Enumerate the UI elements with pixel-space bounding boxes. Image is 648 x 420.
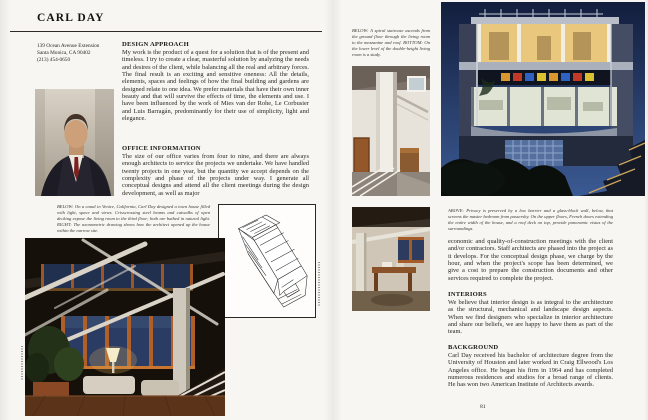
address-line-1: 139 Ocean Avenue Extension [37, 43, 100, 49]
address-line-2: Santa Monica, CA 90402 [37, 50, 91, 56]
drawing-credit-vertical [318, 262, 320, 306]
living-room-interior-photo [25, 238, 225, 416]
interiors-paragraph: We believe that interior design is as integral to the architecture as the structural, mechanical and landscape design aspects. When we find designers who specialize in interior architecture and share our beliefs, we are happy to have them as part of the team. [448, 299, 613, 336]
continuation-paragraph: economic and quality-of-construction meetings with the client and/or contractors. Staff architects are phased into the project as it develops. For the conceptual design phase, we charge by the hour, and when the project's scope has been determined, we give a cost to prepare the construction documents and other services required to complete the project. [448, 238, 613, 282]
house-exterior-dusk-photo [441, 2, 645, 196]
left-photo-caption: BELOW: On a canal in Venice, California, Carl Day designed a town house filled with light, space and views. Crisscrossing steel beams and catwalks of open decking expose the living room to the third floor; both are bathed in natural light. RIGHT: The axonometric drawing shows how the architect opened up the house within the narrow site. [57, 204, 210, 234]
photo-credit-vertical [21, 346, 23, 380]
spiral-staircase-photo [352, 66, 430, 196]
page-number: 81 [480, 404, 486, 410]
page-gutter [324, 0, 342, 420]
right-mid-caption: ABOVE: Privacy is preserved by a low barrier and a glass-block wall, below, that screens the master bedroom from passersby. On the upper floors, French doors extending the entire width of the house, and a roof deck on top, provide panoramic vistas of the surroundings. [448, 208, 613, 232]
background-heading: BACKGROUND [448, 344, 499, 351]
page-edge-left [0, 0, 10, 420]
address-block [37, 43, 99, 64]
address-line-3: (213) 454-0650 [37, 57, 71, 63]
office-information-heading: OFFICE INFORMATION [122, 145, 201, 152]
study-interior-photo [352, 207, 430, 311]
page-title: CARL DAY [37, 12, 105, 24]
axonometric-drawing [218, 204, 316, 318]
design-approach-heading: DESIGN APPROACH [122, 41, 189, 48]
interiors-heading: INTERIORS [448, 291, 487, 298]
title-rule [10, 31, 322, 32]
right-top-caption: BELOW: A spiral staircase ascends from the ground floor through the living room to the mezzanine and roof. BOTTOM: On the lower level of the double-height living room is a study. [352, 28, 430, 58]
background-paragraph: Carl Day received his bachelor of architecture degree from the University of Houston and later worked in Craig Ellwood's Los Angeles office. He began his firm in 1964 and has completed numerous residences and studios for a broad range of clients. He has won two American Institute of Architects awards. [448, 352, 613, 389]
design-approach-paragraph: My work is the product of a quest for a solution that is of the present and timeless. I try to create a clear, masterful solution by analyzing the needs and desires of the client, while balancing all the real and arbitrary forces. The final result is an exciting and sensitive oneness: All the details, elements, spaces and feelings of how the final building and gardens are designed relate to one idea. We prefer materials that have their own inner beauty and that will survive the effects of time, the elements and use. I have been influenced by the work of Mies van der Rohe, Le Corbusier and Luis Barragán, predominantly for their use of simplicity, light and elegance. [122, 49, 309, 123]
architect-portrait-photo [35, 89, 114, 196]
office-information-paragraph: The size of our office varies from four to nine, and there are always enough architects to service the projects we undertake. We have handled twenty projects in one year, but the quantity we accept depends on the complexity and phase of the projects under way. I generate all conceptual designs and attend all the client meetings during the design development, as well as major [122, 153, 309, 197]
